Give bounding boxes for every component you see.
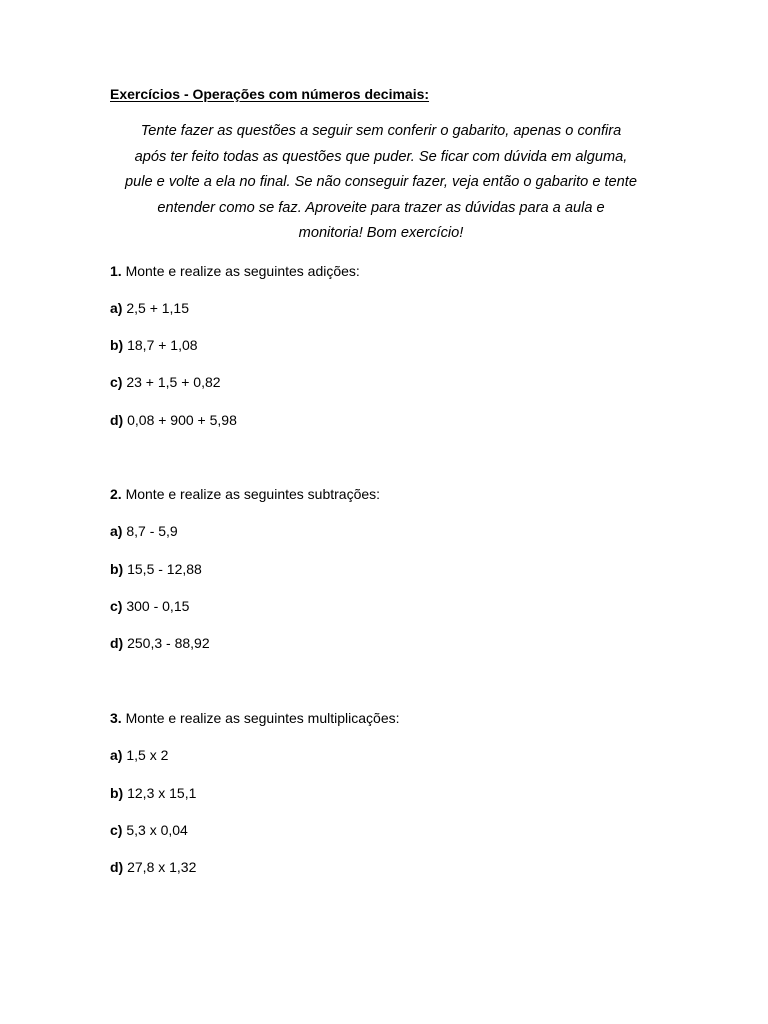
question-3-item-d	[110, 858, 196, 876]
item-expression: 27,8 x 1,32	[123, 859, 197, 875]
question-1-heading	[110, 262, 360, 280]
question-3-heading	[110, 709, 400, 727]
intro-line: monitoria! Bom exercício!	[298, 225, 464, 241]
question-number: 2.	[110, 486, 122, 502]
item-label: c)	[110, 822, 123, 838]
question-3-item-a	[110, 746, 168, 764]
item-label: a)	[110, 747, 123, 763]
question-2-heading	[110, 485, 380, 503]
question-text: Monte e realize as seguintes multiplicações:	[121, 710, 400, 726]
item-label: d)	[110, 859, 124, 875]
question-1-item-c	[110, 373, 221, 391]
item-label: a)	[110, 523, 123, 539]
item-expression: 18,7 + 1,08	[123, 337, 198, 353]
question-1-item-b	[110, 336, 198, 354]
question-2-item-b	[110, 560, 202, 578]
intro-line: Tente fazer as questões a seguir sem conferir o gabarito, apenas o confira	[140, 123, 622, 139]
intro-line: após ter feito todas as questões que puder. Se ficar com dúvida em alguma,	[134, 148, 628, 165]
question-1-item-a	[110, 299, 189, 317]
item-label: b)	[110, 785, 124, 801]
item-label: a)	[110, 300, 123, 316]
intro-paragraph	[100, 119, 662, 247]
item-label: d)	[110, 412, 124, 428]
question-2-item-a	[110, 522, 178, 540]
item-expression: 300 - 0,15	[122, 598, 190, 614]
question-3-item-c	[110, 821, 188, 839]
item-expression: 8,7 - 5,9	[122, 523, 178, 539]
intro-line: entender como se faz. Aproveite para trazer as dúvidas para a aula e	[157, 199, 605, 216]
item-expression: 15,5 - 12,88	[123, 561, 202, 577]
question-1-item-d	[110, 411, 237, 429]
item-expression: 23 + 1,5 + 0,82	[122, 374, 221, 390]
item-label: c)	[110, 374, 123, 390]
item-expression: 5,3 x 0,04	[122, 822, 188, 838]
item-expression: 250,3 - 88,92	[123, 635, 210, 651]
question-number: 1.	[110, 263, 122, 279]
item-label: b)	[110, 561, 124, 577]
item-label: d)	[110, 635, 124, 651]
question-3-item-b	[110, 784, 196, 802]
page-title: Exercícios - Operações com números decimais:	[110, 86, 430, 102]
item-expression: 0,08 + 900 + 5,98	[123, 412, 237, 428]
item-expression: 2,5 + 1,15	[122, 300, 190, 316]
intro-line: pule e volte a ela no final. Se não conseguir fazer, veja então o gabarito e tente	[125, 174, 637, 190]
question-text: Monte e realize as seguintes subtrações:	[121, 486, 381, 502]
question-2-item-d	[110, 634, 210, 652]
question-2-item-c	[110, 597, 189, 615]
item-label: c)	[110, 598, 123, 614]
item-expression: 1,5 x 2	[122, 747, 169, 763]
item-expression: 12,3 x 15,1	[123, 785, 197, 801]
question-text: Monte e realize as seguintes adições:	[121, 263, 360, 279]
question-number: 3.	[110, 710, 122, 726]
item-label: b)	[110, 337, 124, 353]
